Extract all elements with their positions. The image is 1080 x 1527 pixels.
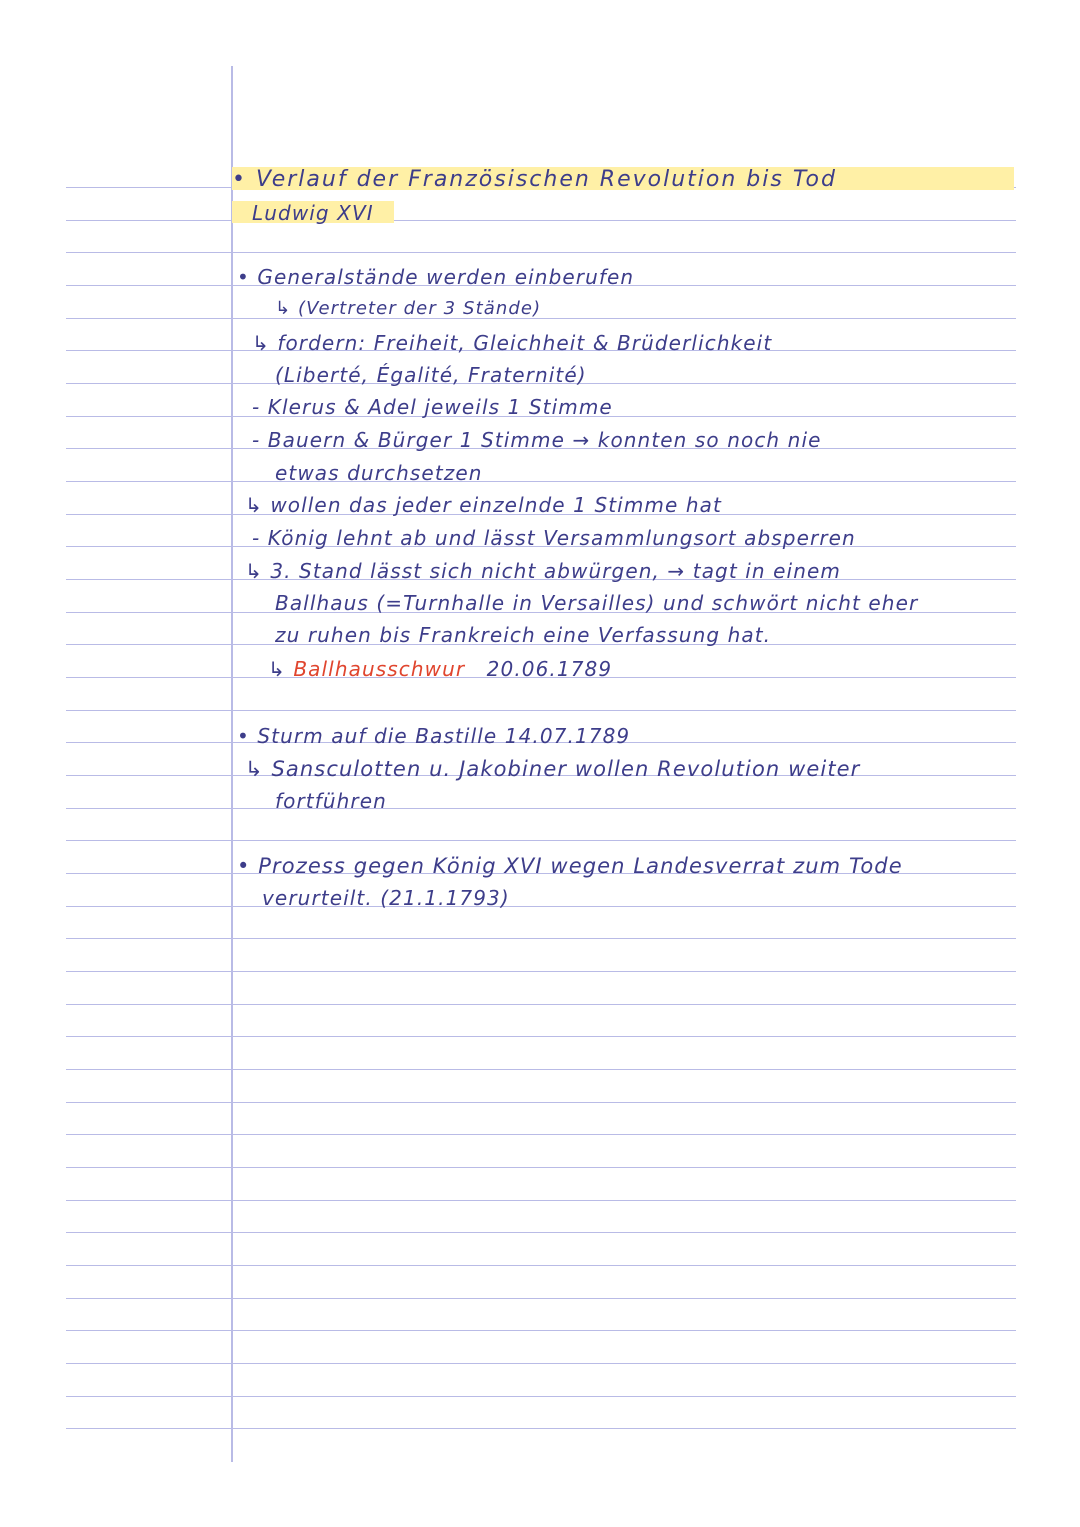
ruled-line bbox=[66, 808, 1016, 809]
ruled-line bbox=[66, 1200, 1016, 1201]
ruled-line bbox=[66, 971, 1016, 972]
ruled-line bbox=[66, 1265, 1016, 1266]
ruled-line bbox=[66, 938, 1016, 939]
ruled-line bbox=[66, 1232, 1016, 1233]
note-line-ballhausschwur bbox=[268, 656, 612, 682]
ruled-line bbox=[66, 1330, 1016, 1331]
ruled-line bbox=[66, 710, 1016, 711]
ruled-line bbox=[66, 220, 1016, 221]
note-line: • Prozess gegen König XVI wegen Landesverrat zum Tode bbox=[237, 854, 903, 878]
note-line: Ballhaus (=Turnhalle in Versailles) und schwört nicht eher bbox=[275, 591, 919, 615]
ruled-line bbox=[66, 481, 1016, 482]
note-line: etwas durchsetzen bbox=[275, 461, 483, 485]
ruled-line bbox=[66, 1036, 1016, 1037]
note-line: ↳ wollen das jeder einzelnde 1 Stimme hat bbox=[245, 493, 722, 517]
note-line: ↳ Sansculotten u. Jakobiner wollen Revolution weiter bbox=[245, 757, 861, 781]
ruled-line bbox=[66, 1298, 1016, 1299]
ruled-line bbox=[66, 1134, 1016, 1135]
note-line: - Bauern & Bürger 1 Stimme → konnten so noch nie bbox=[252, 428, 822, 452]
ruled-line bbox=[66, 252, 1016, 253]
heading-line-1: • Verlauf der Französischen Revolution bis Tod bbox=[232, 167, 837, 192]
ruled-line bbox=[66, 1167, 1016, 1168]
ruled-line bbox=[66, 906, 1016, 907]
ruled-line bbox=[66, 1004, 1016, 1005]
note-line: • Sturm auf die Bastille 14.07.1789 bbox=[237, 724, 631, 748]
ruled-line bbox=[66, 1102, 1016, 1103]
ruled-line bbox=[66, 1363, 1016, 1364]
note-line: - König lehnt ab und lässt Versammlungsort absperren bbox=[252, 526, 856, 550]
note-line: zu ruhen bis Frankreich eine Verfassung hat. bbox=[275, 623, 772, 647]
ballhausschwur-term: Ballhausschwur bbox=[293, 657, 466, 681]
note-line: - Klerus & Adel jeweils 1 Stimme bbox=[252, 395, 613, 419]
note-line: ↳ (Vertreter der 3 Stände) bbox=[275, 298, 542, 319]
note-line: verurteilt. (21.1.1793) bbox=[262, 886, 510, 910]
note-line: ↳ 3. Stand lässt sich nicht abwürgen, → tagt in einem bbox=[245, 559, 841, 583]
note-line: fortführen bbox=[275, 789, 387, 813]
arrow-glyph: ↳ bbox=[268, 657, 286, 681]
note-line: ↳ fordern: Freiheit, Gleichheit & Brüderlichkeit bbox=[252, 331, 773, 355]
margin-line bbox=[231, 66, 233, 1462]
heading-line-2: Ludwig XVI bbox=[252, 201, 374, 225]
ruled-line bbox=[66, 1428, 1016, 1429]
ruled-line bbox=[66, 1396, 1016, 1397]
ballhausschwur-date: 20.06.1789 bbox=[486, 657, 613, 681]
ruled-line bbox=[66, 1069, 1016, 1070]
note-line: • Generalstände werden einberufen bbox=[237, 265, 635, 289]
note-line: (Liberté, Égalité, Fraternité) bbox=[275, 363, 587, 387]
ruled-line bbox=[66, 840, 1016, 841]
